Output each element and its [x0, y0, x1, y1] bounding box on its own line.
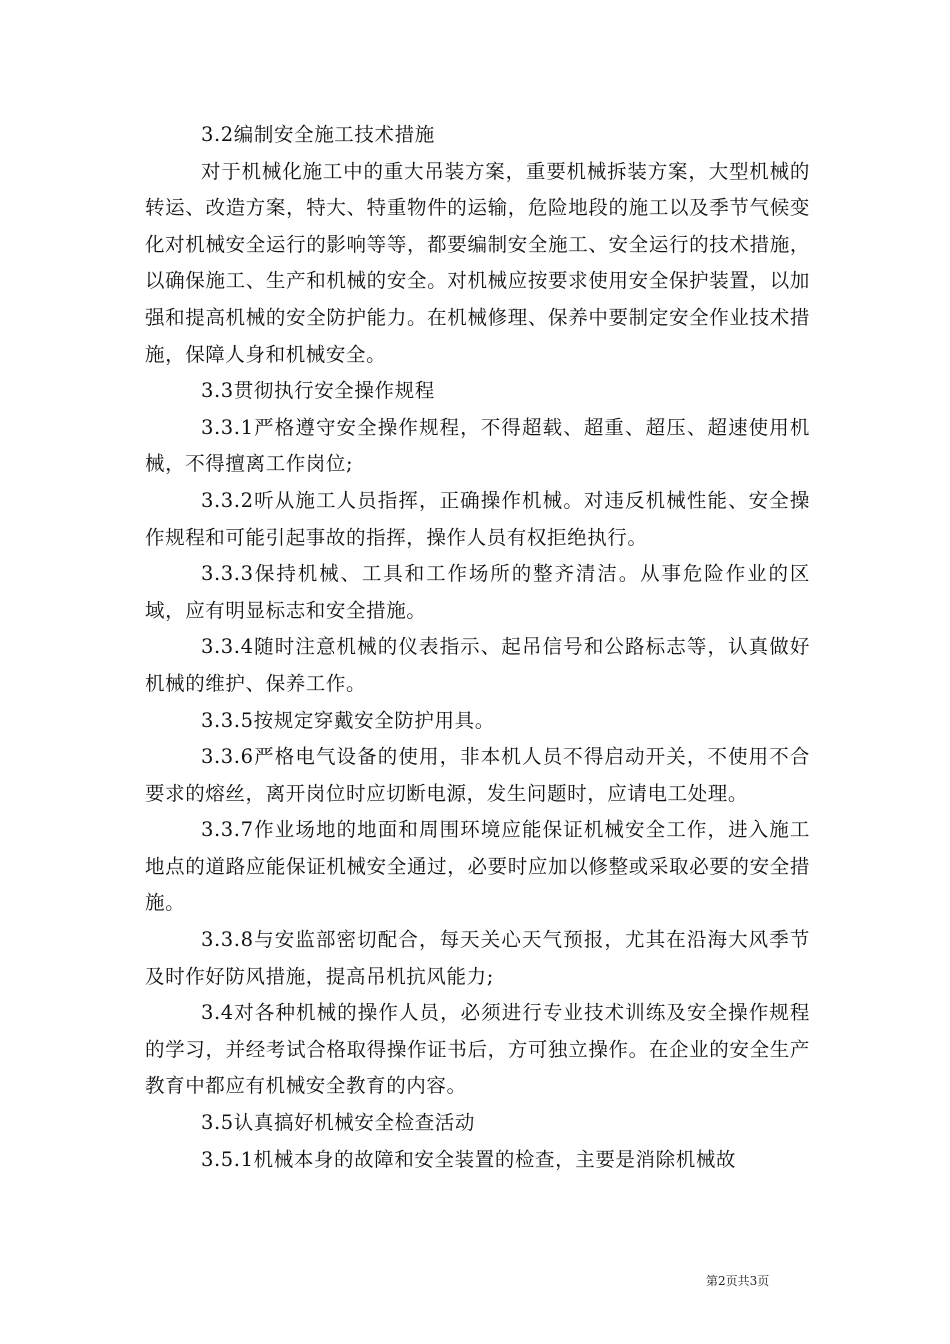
paragraph-3-3-2: 3.3.2听从施工人员指挥，正确操作机械。对违反机械性能、安全操作规程和可能引起事故的指挥，操作人员有权拒绝执行。: [145, 488, 810, 549]
paragraph-3-2-heading: 3.2编制安全施工技术措施: [201, 123, 435, 146]
paragraph-3-3-heading: 3.3贯彻执行安全操作规程: [201, 379, 435, 403]
paragraph-3-3-5: 3.3.5按规定穿戴安全防护用具。: [201, 708, 495, 732]
paragraph-3-3-8: 3.3.8与安监部密切配合，每天关心天气预报，尤其在沿海大风季节及时作好防风措施，提高吊机抗风能力;: [145, 928, 810, 988]
paragraph-3-5-heading: 3.5认真搞好机械安全检查活动: [201, 1111, 476, 1135]
paragraph-3-2-body: 对于机械化施工中的重大吊装方案，重要机械拆装方案，大型机械的转运、改造方案，特大、特重物件的运输，危险地段的施工以及季节气候变化对机械安全运行的影响等等，都要编制安全施工、安全运行的技术措施，以确保施工、生产和机械的安全。对机械应按要求使用安全保护装置，以加强和提高机械的安全防护能力。在机械修理、保养中要制定安全作业技术措施，保障人身和机械安全。: [145, 159, 810, 366]
paragraph-3-3-6: 3.3.6严格电气设备的使用，非本机人员不得启动开关，不使用不合要求的熔丝，离开岗位时应切断电源，发生问题时，应请电工处理。: [145, 745, 810, 805]
paragraph-3-3-3: 3.3.3保持机械、工具和工作场所的整齐清洁。从事危险作业的区域，应有明显标志和安全措施。: [145, 562, 810, 622]
paragraph-3-3-7: 3.3.7作业场地的地面和周围环境应能保证机械安全工作，进入施工地点的道路应能保证机械安全通过，必要时应加以修整或采取必要的安全措施。: [145, 818, 810, 915]
page-number-footer: 第2页共3页: [706, 1274, 770, 1288]
paragraph-3-5-1: 3.5.1机械本身的故障和安全装置的检查，主要是消除机械故: [201, 1147, 737, 1171]
paragraph-3-3-4: 3.3.4随时注意机械的仪表指示、起吊信号和公路标志等，认真做好机械的维护、保养工作。: [145, 635, 810, 695]
paragraph-3-4: 3.4对各种机械的操作人员，必须进行专业技术训练及安全操作规程的学习，并经考试合格取得操作证书后，方可独立操作。在企业的安全生产教育中都应有机械安全教育的内容。: [145, 1001, 810, 1098]
paragraph-3-3-1: 3.3.1严格遵守安全操作规程，不得超载、超重、超压、超速使用机械，不得擅离工作岗位;: [145, 415, 810, 476]
document-body: [145, 117, 810, 1178]
